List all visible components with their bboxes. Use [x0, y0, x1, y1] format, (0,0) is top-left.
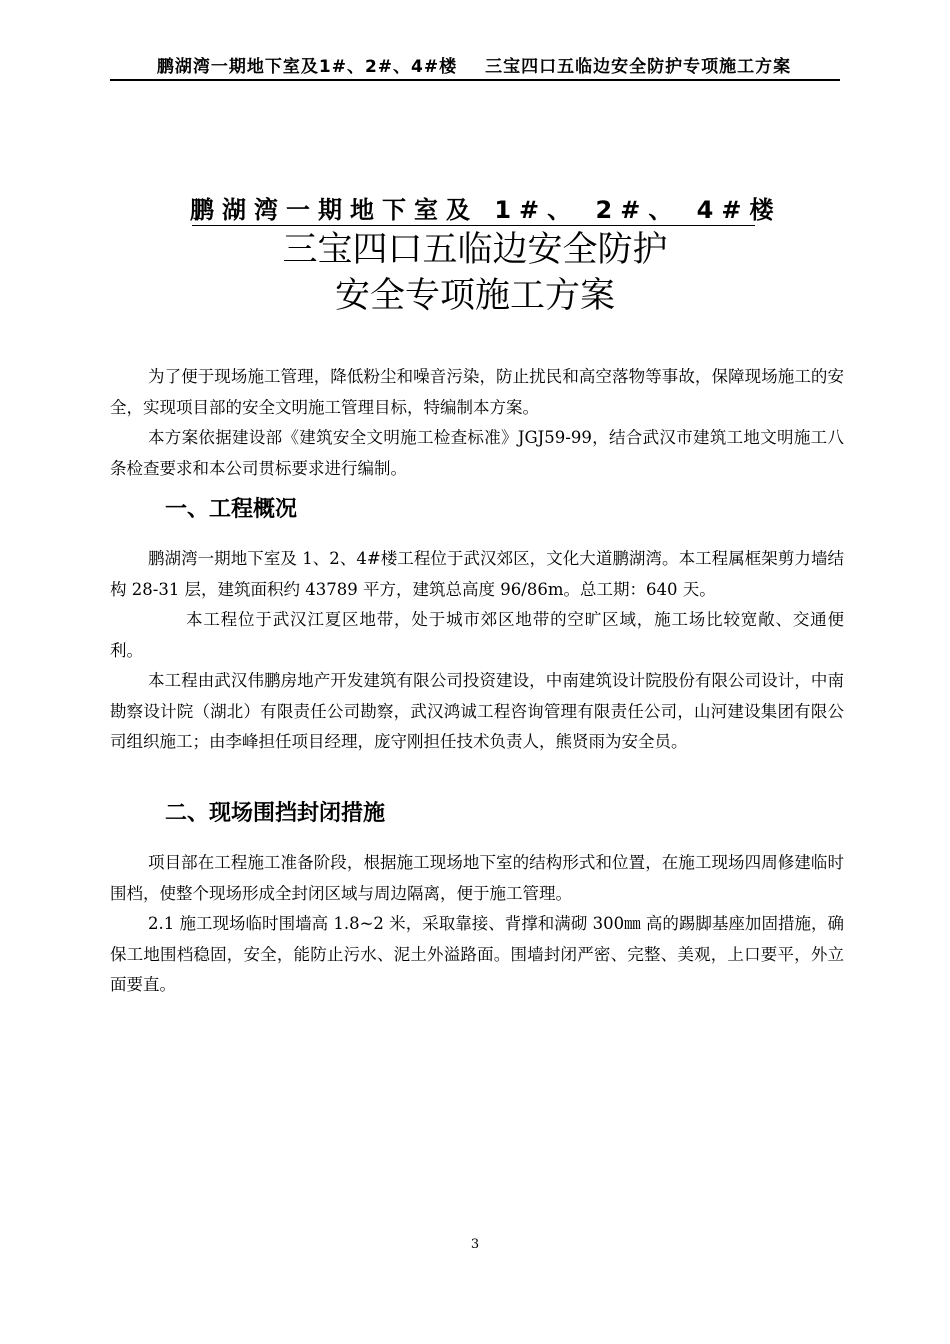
intro-paragraph: 本方案依据建设部《建筑安全文明施工检查标准》JGJ59-99，结合武汉市建筑工地文明施工八条检查要求和本公司贯标要求进行编制。 [110, 428, 844, 478]
body-paragraph: 项目部在工程施工准备阶段，根据施工现场地下室的结构形式和位置，在施工现场四周修建临时围档，使整个现场形成全封闭区域与周边隔离，便于施工管理。 [110, 853, 844, 903]
running-header [110, 52, 838, 77]
body-paragraph: 2.1 施工现场临时围墙高 1.8~2 米，采取靠接、背撑和满砌 300㎜ 高的踢脚基座加固措施，确保工地围档稳固，安全，能防止污水、泥土外溢路面。围墙封闭严密、完整、美观，上口要平，外立面要直。 [110, 914, 844, 994]
title-line-2: 三宝四口五临边安全防护 [282, 230, 668, 270]
running-header-doc-title: 三宝四口五临边安全防护专项施工方案 [485, 57, 792, 77]
header-rule [110, 79, 840, 81]
running-header-project: 鹏湖湾一期地下室及1#、2#、4#楼 [156, 57, 458, 77]
section-heading-1: 一、工程概况 [165, 497, 298, 522]
body-paragraph: 本工程由武汉伟鹏房地产开发建筑有限公司投资建设，中南建筑设计院股份有限公司设计，中南勘察设计院（湖北）有限责任公司勘察，武汉鸿诚工程咨询管理有限责任公司，山河建设集团有限公司组织施工；由李峰担任项目经理，庞守刚担任技术负责人，熊贤雨为安全员。 [110, 671, 844, 751]
title-line-1: 鹏湖湾一期地下室及 1#、 2#、 4#楼 [190, 196, 782, 224]
title-line-3: 安全专项施工方案 [334, 276, 615, 316]
section-heading-2: 二、现场围挡封闭措施 [165, 801, 386, 826]
body-paragraph: 本工程位于武汉江夏区地带，处于城市郊区地带的空旷区域，施工场比较宽敞、交通便利。 [110, 610, 844, 660]
body-paragraph: 鹏湖湾一期地下室及 1、2、4#楼工程位于武汉郊区，文化大道鹏湖湾。本工程属框架剪力墙结构 28-31 层，建筑面积约 43789 平方，建筑总高度 96/86m。总工期：640 天。 [110, 549, 844, 599]
page-number: 3 [470, 1237, 480, 1252]
intro-paragraph: 为了便于现场施工管理，降低粉尘和噪音污染，防止扰民和高空落物等事故，保障现场施工的安全，实现项目部的安全文明施工管理目标，特编制本方案。 [110, 367, 844, 417]
